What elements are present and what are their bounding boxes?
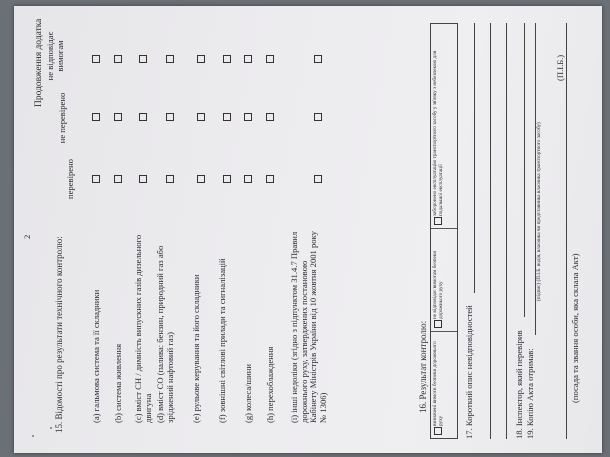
checkbox-not-checked[interactable]: [223, 113, 231, 121]
row-label: (h) перехоблаждення: [265, 346, 275, 423]
checkbox-non-compliant[interactable]: [244, 55, 252, 63]
checkbox-non-compliant[interactable]: [197, 55, 205, 63]
result-option-3-label: заборонено експлуатацію транспортного засобу у зв'язку з небезпекою для подальшої експлуатації: [432, 50, 444, 216]
pib-label: (П.І.Б.): [555, 54, 565, 81]
checkbox-non-compliant[interactable]: [114, 55, 122, 63]
header-non-compliant: не відповідає вимогам: [45, 31, 65, 81]
checkbox-checked[interactable]: [114, 175, 122, 183]
section15-title: 15. Відомості про результати технічного контролю:: [54, 236, 64, 433]
line17-label: 17. Короткий опис невідповідностей: [464, 305, 474, 439]
checkbox-non-compliant[interactable]: [266, 55, 274, 63]
checkbox-non-compliant[interactable]: [314, 55, 322, 63]
checkbox-checked[interactable]: [223, 175, 231, 183]
divider: [431, 331, 457, 332]
line18-field[interactable]: [524, 23, 525, 317]
checkbox-not-checked[interactable]: [197, 113, 205, 121]
page-number: 2: [22, 234, 32, 239]
line17-field-3[interactable]: [506, 23, 507, 439]
result-option-2-checkbox[interactable]: [434, 320, 442, 328]
checkbox-checked[interactable]: [314, 175, 322, 183]
checkbox-checked[interactable]: [166, 175, 174, 183]
line18-label: 18. Інспектор, який перевірив: [514, 330, 524, 439]
row-label: (i) інші недоліки (згідно з підпунктом 31.4.7 Правил дорожнього руху, затверджених постановою Кабінету Міністрів України від 10 жовтня 2001 року № 1306): [289, 231, 328, 423]
row-label: (g) колеса/шини: [243, 364, 253, 423]
line19-label: 19. Копію Акта отримав:: [525, 348, 535, 439]
checkbox-not-checked[interactable]: [92, 113, 100, 121]
position-field[interactable]: [566, 23, 567, 439]
row-label: (d) вміст CO (палива: бензин, природний газ або зріджений нафтовий газ): [155, 245, 175, 423]
row-label: (c) вміст СН / димність випускних газів дизельного двигуна: [133, 234, 153, 423]
checkbox-checked[interactable]: [266, 175, 274, 183]
checkbox-not-checked[interactable]: [114, 113, 122, 121]
checkbox-checked[interactable]: [139, 175, 147, 183]
row-label: (e) рульове керування та його складники: [191, 274, 201, 423]
header-not-checked: не перевірено: [57, 92, 67, 144]
line17-field-2[interactable]: [490, 23, 491, 439]
checkbox-non-compliant[interactable]: [139, 55, 147, 63]
checkbox-checked[interactable]: [244, 175, 252, 183]
row-label: (f) зовнішні світлові прилади та сигналізацій: [217, 258, 227, 423]
position-caption: (посада та звання особи, яка склала Акт): [570, 253, 580, 403]
row-label: (b) система живлення: [113, 343, 123, 423]
rotated-document: [14, 6, 602, 453]
checkbox-not-checked[interactable]: [314, 113, 322, 121]
section16-title: 16. Результат контролю:: [418, 320, 428, 413]
result-option-1-label: визначені вимоги безпеки дорожнього руху: [432, 341, 444, 426]
checkbox-not-checked[interactable]: [166, 113, 174, 121]
checkbox-non-compliant[interactable]: [223, 55, 231, 63]
checkbox-checked[interactable]: [92, 175, 100, 183]
header-checked: перевірено: [65, 159, 75, 199]
checkbox-checked[interactable]: [197, 175, 205, 183]
punch-mark: [32, 435, 34, 437]
result-options-box: [430, 23, 458, 439]
line17-field[interactable]: [474, 23, 475, 293]
divider: [431, 228, 457, 229]
result-option-3-checkbox[interactable]: [434, 217, 442, 225]
continuation-label: Продовження додатка: [34, 18, 44, 107]
row-label: (а) гальмова система та її складники: [91, 289, 101, 423]
checkbox-not-checked[interactable]: [266, 113, 274, 121]
checkbox-non-compliant[interactable]: [166, 55, 174, 63]
checkbox-not-checked[interactable]: [244, 113, 252, 121]
checkbox-non-compliant[interactable]: [92, 55, 100, 63]
result-option-1-checkbox[interactable]: [434, 427, 442, 435]
signature-caption: (підпис) (П.І.Б. водія, власника чи представника власника транспортного засобу): [536, 122, 542, 301]
checkbox-not-checked[interactable]: [139, 113, 147, 121]
result-option-2-label: не відповідає вимогам безпеки дорожнього руху: [432, 250, 444, 319]
punch-mark: [50, 427, 52, 429]
